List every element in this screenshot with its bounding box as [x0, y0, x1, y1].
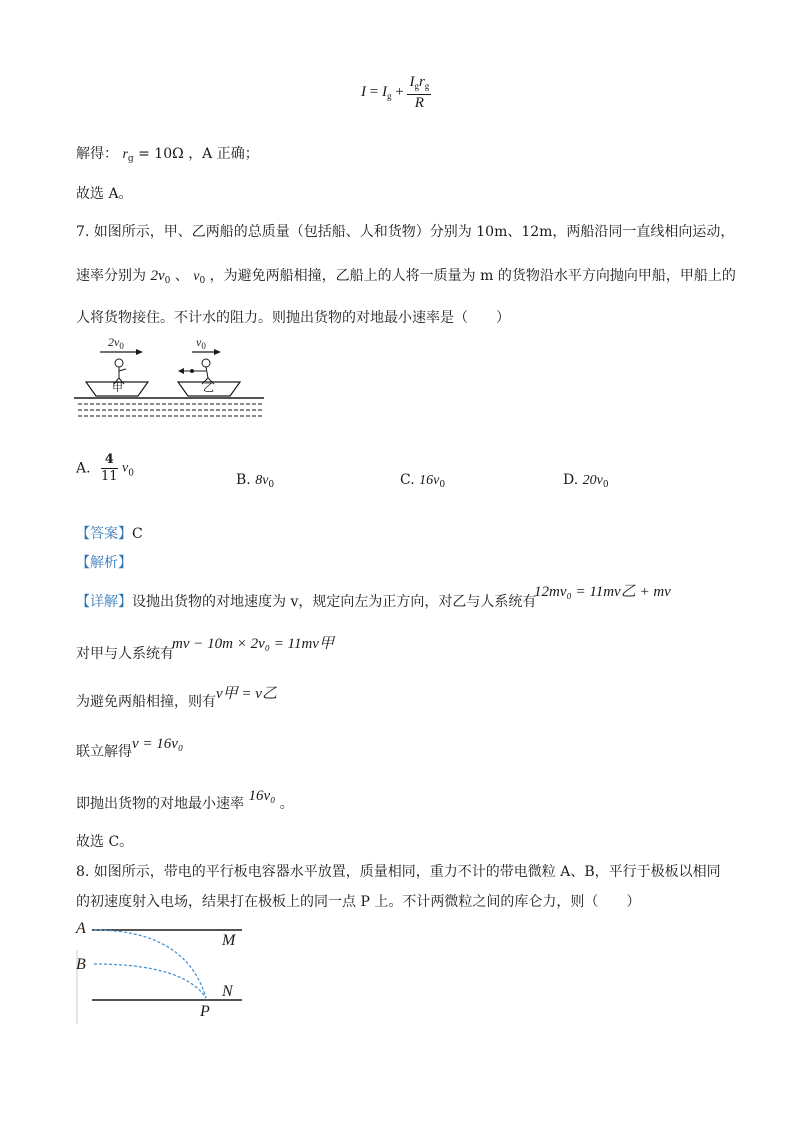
q8-line2: 的初速度射入电场，结果打在极板上的同一点 P 上。不计两微粒之间的库仑力，则（ ）	[76, 894, 641, 910]
q8-label-b: B	[76, 956, 86, 973]
q7-answer: 【答案】C	[76, 526, 143, 542]
q7-line3: 人将货物接住。不计水的阻力。则抛出货物的对地最小速率是（ ）	[76, 310, 510, 326]
q7-fig-boat2-label: 乙	[203, 381, 214, 394]
q7-fig-arrow2-label: $v_0$	[196, 335, 206, 351]
q7-fig-arrow1-label: $2v_0$	[108, 335, 124, 351]
q7-line-d: 联立解得	[76, 744, 132, 760]
q7-analysis-label: 【解析】	[76, 555, 132, 571]
q7-eq3: v甲 = v乙	[216, 686, 277, 702]
q7-line2: 速率分别为 $2v_0$ 、 $v_0$ ，为避免两船相撞，乙船上的人将一质量为 m 的货物沿水平方向抛向甲船，甲船上的	[76, 268, 736, 286]
q8-label-m: M	[222, 932, 236, 949]
q8-label-n: N	[222, 983, 233, 1000]
q8-line1: 8. 如图所示，带电的平行板电容器水平放置，质量相同，重力不计的带电微粒 A、B，平行于极板以相同	[76, 864, 721, 880]
formula-top: $I = I_g$ + $\frac{I_gr_g}{R}$	[361, 74, 430, 111]
q7-choose: 故选 C。	[76, 834, 134, 850]
solve-line: 解得： $r_g = 10\Omega$ ，A 正确；	[76, 146, 259, 164]
q7-eq2: mv − 10m × 2v₀ = 11mv甲	[172, 636, 334, 652]
q7-option-b: B. $8v_0$	[236, 472, 275, 490]
q7-eq4: v = 16v₀	[132, 736, 184, 752]
q7-line-b: 对甲与人系统有	[76, 646, 174, 662]
q7-option-c: C. $16v_0$	[400, 472, 446, 490]
q7-eq1: 12mv₀ = 11mv乙 + mv	[534, 584, 671, 600]
q8-label-p: P	[200, 1003, 210, 1020]
q7-option-d: D. $20v_0$	[563, 472, 609, 490]
choose-a: 故选 A。	[76, 186, 133, 202]
q8-capacitor-figure	[74, 920, 264, 1030]
q7-fig-boat1-label: 甲	[112, 381, 123, 394]
q8-label-a: A	[76, 920, 86, 937]
q7-option-a: A. $\frac{4}{11}$ $v_0$	[76, 452, 134, 484]
q7-boats-figure	[74, 336, 264, 426]
q7-detail: 【详解】设抛出货物的对地速度为 v，规定向左为正方向，对乙与人系统有	[76, 594, 537, 610]
q7-line1: 7. 如图所示，甲、乙两船的总质量（包括船、人和货物）分别为 10m、12m，两船沿同一直线相向运动，	[76, 224, 735, 240]
q7-line-e: 即抛出货物的对地最小速率 16v₀ 。	[76, 788, 294, 812]
q7-line-c: 为避免两船相撞，则有	[76, 694, 216, 710]
